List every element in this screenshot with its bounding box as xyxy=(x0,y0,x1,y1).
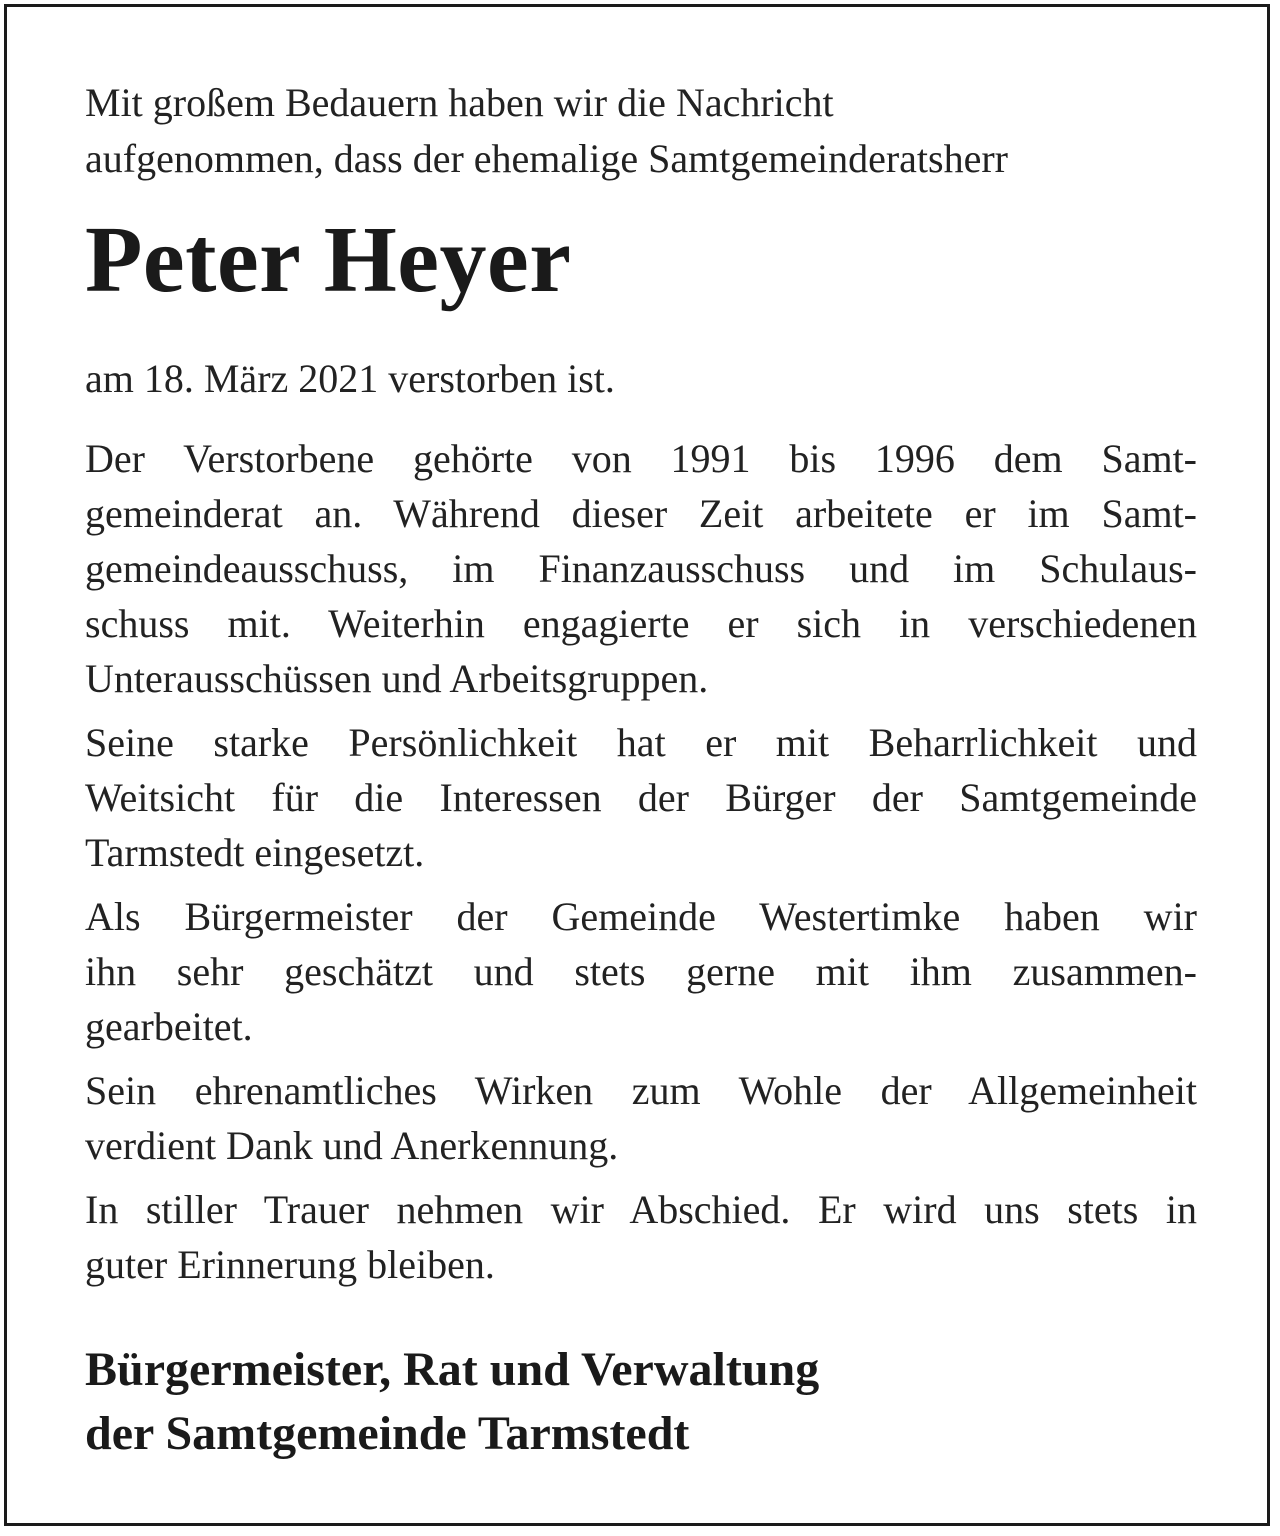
paragraph-line: In stiller Trauer nehmen wir Abschied. Er wird uns stets in xyxy=(85,1187,1197,1232)
paragraph-line: ihn sehr geschätzt und stets gerne mit ihm zusammen- xyxy=(85,949,1197,994)
notice-content xyxy=(85,75,1197,1466)
paragraph-line: guter Erinnerung bleiben. xyxy=(85,1242,495,1287)
deceased-name: Peter Heyer xyxy=(85,208,572,312)
paragraph-mayor-appreciation xyxy=(85,889,1197,1054)
paragraph-line: Als Bürgermeister der Gemeinde Westertimke haben wir xyxy=(85,894,1197,939)
paragraph-council-service xyxy=(85,431,1197,706)
intro-line-1: Mit großem Bedauern haben wir die Nachricht xyxy=(85,80,834,125)
date-of-death: am 18. März 2021 verstorben ist. xyxy=(85,356,615,401)
signature-block xyxy=(85,1338,1197,1466)
paragraph-line: Der Verstorbene gehörte von 1991 bis 1996 dem Samt- xyxy=(85,436,1197,481)
paragraph-line: Sein ehrenamtliches Wirken zum Wohle der Allgemeinheit xyxy=(85,1068,1197,1113)
signature-line-2: der Samtgemeinde Tarmstedt xyxy=(85,1407,690,1460)
paragraph-line: Unterausschüssen und Arbeitsgruppen. xyxy=(85,656,709,701)
paragraph-line: verdient Dank und Anerkennung. xyxy=(85,1123,619,1168)
paragraph-line: Tarmstedt eingesetzt. xyxy=(85,830,425,875)
paragraph-line: Weitsicht für die Interessen der Bürger der Samtgemeinde xyxy=(85,775,1197,820)
paragraph-line: gearbeitet. xyxy=(85,1004,253,1049)
notice-body xyxy=(85,431,1197,1292)
paragraph-line: schuss mit. Weiterhin engagierte er sich in verschiedenen xyxy=(85,601,1197,646)
signature-line-1: Bürgermeister, Rat und Verwaltung xyxy=(85,1343,820,1396)
obituary-notice xyxy=(4,4,1270,1526)
paragraph-line: gemeinderat an. Während dieser Zeit arbeitete er im Samt- xyxy=(85,491,1197,536)
paragraph-line: Seine starke Persönlichkeit hat er mit Beharrlichkeit und xyxy=(85,720,1197,765)
paragraph-volunteer-work xyxy=(85,1063,1197,1173)
intro-line-2: aufgenommen, dass der ehemalige Samtgemeinderatsherr xyxy=(85,136,1008,181)
intro-text xyxy=(85,75,1197,187)
paragraph-farewell xyxy=(85,1182,1197,1292)
paragraph-line: gemeindeausschuss, im Finanzausschuss und im Schulaus- xyxy=(85,546,1197,591)
paragraph-personality xyxy=(85,715,1197,880)
